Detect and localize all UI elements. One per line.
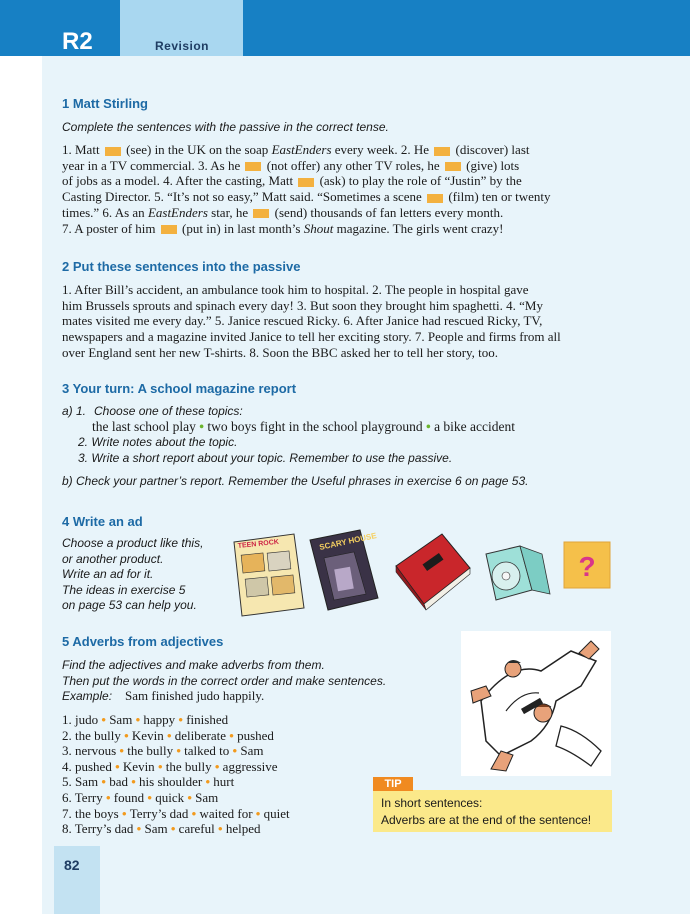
separator-dot: •	[118, 805, 130, 821]
exercise-word: quick	[155, 789, 185, 805]
question-mark-box	[564, 542, 610, 588]
section-2-title: 2 Put these sentences into the passive	[62, 259, 301, 274]
svg-text:TEEN ROCK: TEEN ROCK	[237, 538, 280, 550]
task-a-label: a) 1.	[62, 404, 87, 418]
exercise-item	[62, 759, 290, 775]
separator-dot: •	[229, 743, 241, 759]
exercise-item	[62, 821, 290, 837]
exercise-word: pushed	[237, 727, 274, 743]
product-images	[220, 528, 620, 618]
exercise-word: waited for	[199, 805, 253, 821]
topic-item: a bike accident	[434, 419, 516, 434]
separator-dot: •	[111, 758, 123, 774]
red-book-image	[396, 534, 470, 610]
separator-dot: •	[252, 805, 264, 821]
exercise-word: aggressive	[222, 758, 278, 774]
separator-dot: •	[188, 805, 200, 821]
section-2-text: 1. After Bill’s accident, an ambulance took him to hospital. 2. The people in hospital gave him Brussels sprouts and spinach every day! 3. But soon they brought him spaghetti. 4. “My mates visited me every day.” 5. Janice rescued Ricky. 6. After Janice had rescued Ricky, TV, newspapers and a magazine invited Janice to tell her exciting story. 7. People and firms from all over England sent her new T-shirts. 8. Soon the BBC asked her to tell her story, too.	[62, 282, 561, 360]
section-5-title: 5 Adverbs from adjectives	[62, 634, 224, 649]
exercise-item	[62, 806, 290, 822]
section-1-title: 1 Matt Stirling	[62, 96, 148, 111]
header-bar	[0, 0, 690, 56]
task-a1: Choose one of these topics:	[94, 404, 243, 418]
comic-book-image	[234, 534, 304, 616]
exercise-item	[62, 712, 290, 728]
section-1-instruction: Complete the sentences with the passive in the correct tense.	[62, 120, 389, 134]
exercise-word: Sam	[109, 712, 133, 727]
separator-dot: •	[127, 774, 140, 790]
tip-line-2: Adverbs are at the end of the sentence!	[381, 813, 592, 827]
exercise-word: Kevin	[131, 727, 164, 743]
cd-image	[486, 546, 550, 600]
page-number: 82	[64, 857, 80, 873]
exercise-word: careful	[178, 821, 215, 837]
left-margin	[0, 56, 42, 914]
exercise-word: 6. Terry	[62, 789, 103, 805]
page-title: Revision	[155, 39, 210, 53]
exercise-word: 3. nervous	[62, 743, 117, 759]
separator-dot: •	[98, 774, 110, 790]
exercise-item	[62, 728, 290, 744]
scary-book-image	[310, 530, 378, 610]
section-4-title: 4 Write an ad	[62, 514, 143, 529]
gap-blank[interactable]	[427, 194, 443, 203]
exercise-word: 2. the bully	[62, 727, 121, 743]
exercise-word: 1. judo	[62, 712, 99, 727]
section-4-text: Choose a product like this, or another product. Write an ad for it. The ideas in exercise 5 on page 53 can help you.	[62, 536, 204, 612]
exercise-word: 5. Sam	[62, 774, 99, 790]
section-5-example-label: Example:	[62, 689, 113, 703]
separator-dot: •	[202, 774, 214, 790]
exercise-word: the bully	[165, 758, 212, 774]
exercise-word: Sam	[240, 743, 264, 759]
separator-dot: •	[132, 712, 144, 727]
tip-label: TIP	[373, 777, 413, 791]
gap-blank[interactable]	[298, 178, 314, 187]
section-5-instruction-2: Then put the words in the correct order and make sentences.	[62, 674, 387, 688]
section-5-instruction-1: Find the adjectives and make adverbs from them.	[62, 658, 325, 672]
separator-dot: •	[98, 712, 110, 727]
separator-dot: •	[226, 727, 238, 743]
task-a3: 3. Write a short report about your topic. Remember to use the passive.	[78, 451, 453, 465]
gap-blank[interactable]	[245, 162, 261, 171]
separator-dot: •	[144, 789, 156, 805]
exercise-word: deliberate	[174, 727, 227, 743]
exercise-word: finished	[186, 712, 229, 727]
separator-dot: •	[173, 743, 185, 759]
exercise-item	[62, 790, 290, 806]
exercise-word: bad	[109, 774, 128, 790]
task-a2: 2. Write notes about the topic.	[78, 435, 238, 449]
exercise-item	[62, 774, 290, 790]
gap-blank[interactable]	[445, 162, 461, 171]
gap-blank[interactable]	[434, 147, 450, 156]
tip-line-1: In short sentences:	[381, 796, 483, 810]
exercise-item	[62, 743, 290, 759]
separator-dot: •	[102, 789, 114, 805]
separator-dot: •	[163, 727, 175, 743]
judo-image	[461, 631, 611, 776]
svg-text:?: ?	[578, 551, 596, 582]
separator-dot: •	[211, 758, 223, 774]
topic-list: the last school play • two boys fight in the school playground • a bike accident	[92, 419, 516, 434]
exercise-word: 7. the boys	[62, 805, 119, 821]
exercise-word: 4. pushed	[62, 758, 112, 774]
separator-dot: •	[184, 789, 196, 805]
exercise-word: hurt	[213, 774, 235, 790]
section-1-text: 1. Matt (see) in the UK on the soap EastEnders every week. 2. He (discover) last year in a TV commercial. 3. As he (not offer) any other TV roles, he (give) lots of jobs as a model. 4. After the casting, Matt (ask) to play the role of “Justin” by the Casting Director. 5. “It’s not so easy,” Matt said. “Sometimes a scene (film) ten or twenty times.” 6. As an EastEnders star, he (send) thousands of fan letters every month. 7. A poster of him (put in) in last month’s Shout magazine. The girls went crazy!	[62, 142, 551, 236]
gap-blank[interactable]	[253, 209, 269, 218]
svg-text:SCARY HOUSE: SCARY HOUSE	[318, 531, 378, 552]
topic-item: the last school play	[92, 419, 196, 434]
exercise-word: Sam	[195, 789, 219, 805]
exercise-word: quiet	[263, 805, 290, 821]
adverb-exercise-list	[62, 712, 290, 837]
section-5-example-text: Sam finished judo happily.	[125, 688, 265, 703]
exercise-word: the bully	[127, 743, 174, 759]
topic-item: two boys fight in the school playground	[207, 419, 423, 434]
separator-dot: •	[120, 727, 132, 743]
exercise-word: talked to	[184, 743, 230, 759]
separator-dot: •	[116, 743, 128, 759]
separator-dot: •	[214, 821, 226, 837]
task-b: b) Check your partner’s report. Remember the Useful phrases in exercise 6 on page 53.	[62, 474, 529, 488]
exercise-word: Terry’s dad	[129, 805, 189, 821]
separator-dot: •	[154, 758, 166, 774]
section-3-title: 3 Your turn: A school magazine report	[62, 381, 297, 396]
unit-code: R2	[62, 28, 93, 55]
exercise-word: found	[113, 789, 145, 805]
separator-dot: •	[133, 821, 145, 837]
exercise-word: helped	[225, 821, 261, 837]
gap-blank[interactable]	[161, 225, 177, 234]
exercise-word: Kevin	[122, 758, 155, 774]
separator-dot: •	[167, 821, 179, 837]
exercise-word: Sam	[144, 821, 168, 837]
separator-dot: •	[175, 712, 187, 727]
gap-blank[interactable]	[105, 147, 121, 156]
exercise-word: his shoulder	[139, 774, 203, 790]
exercise-word: happy	[143, 712, 176, 727]
exercise-word: 8. Terry’s dad	[62, 821, 134, 837]
